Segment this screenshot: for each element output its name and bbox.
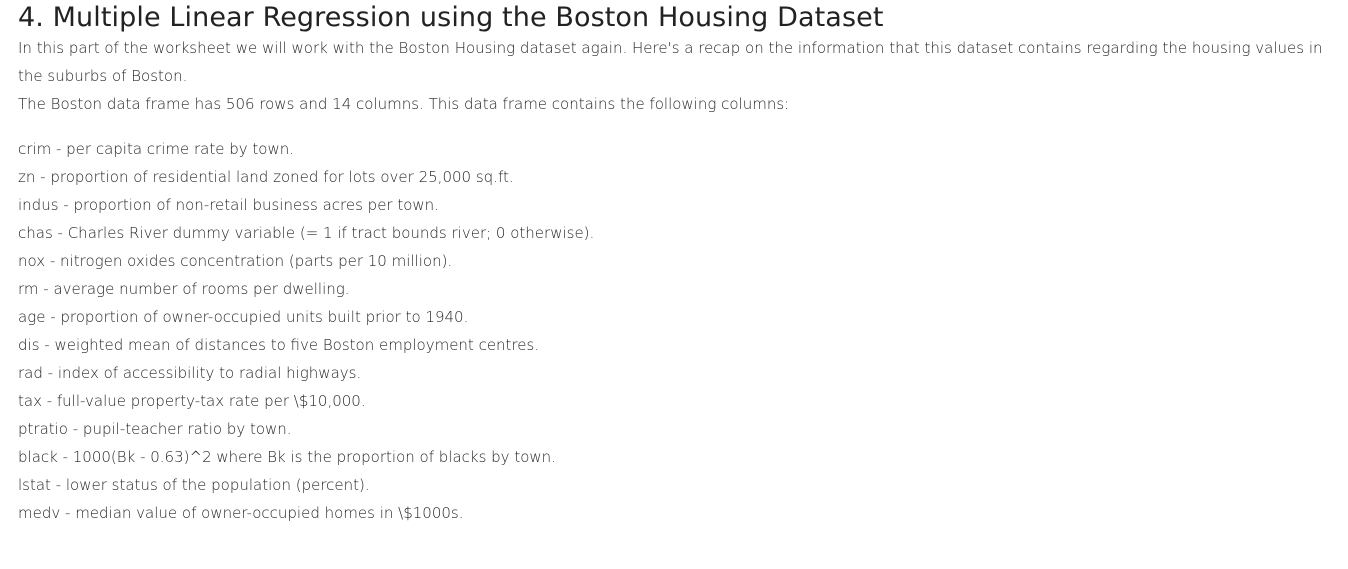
list-item: age - proportion of owner-occupied units built prior to 1940.	[18, 308, 469, 326]
markdown-cell	[18, 0, 1338, 527]
list-item: chas - Charles River dummy variable (= 1 if tract bounds river; 0 otherwise).	[18, 224, 595, 242]
list-item: black - 1000(Bk - 0.63)^2 where Bk is the proportion of blacks by town.	[18, 448, 556, 466]
list-item: ptratio - pupil-teacher ratio by town.	[18, 420, 292, 438]
summary-paragraph: The Boston data frame has 506 rows and 14 columns. This data frame contains the following columns:	[18, 95, 790, 113]
list-item: zn - proportion of residential land zoned for lots over 25,000 sq.ft.	[18, 168, 514, 186]
list-item: dis - weighted mean of distances to five Boston employment centres.	[18, 336, 540, 354]
list-item: nox - nitrogen oxides concentration (parts per 10 million).	[18, 252, 453, 270]
section-heading: 4. Multiple Linear Regression using the Boston Housing Dataset	[18, 2, 884, 33]
column-list	[18, 135, 1338, 527]
list-item: rm - average number of rooms per dwelling.	[18, 280, 350, 298]
list-item: rad - index of accessibility to radial highways.	[18, 364, 362, 382]
list-item: medv - median value of owner-occupied homes in \$1000s.	[18, 504, 464, 522]
list-item: crim - per capita crime rate by town.	[18, 140, 294, 158]
list-item: lstat - lower status of the population (percent).	[18, 476, 370, 494]
list-item: tax - full-value property-tax rate per \$10,000.	[18, 392, 366, 410]
list-item: indus - proportion of non-retail business acres per town.	[18, 196, 439, 214]
intro-paragraph: In this part of the worksheet we will work with the Boston Housing dataset again. Here's a recap on the information that this dataset contains regarding the housing values in the suburbs of Boston.	[18, 39, 1323, 85]
